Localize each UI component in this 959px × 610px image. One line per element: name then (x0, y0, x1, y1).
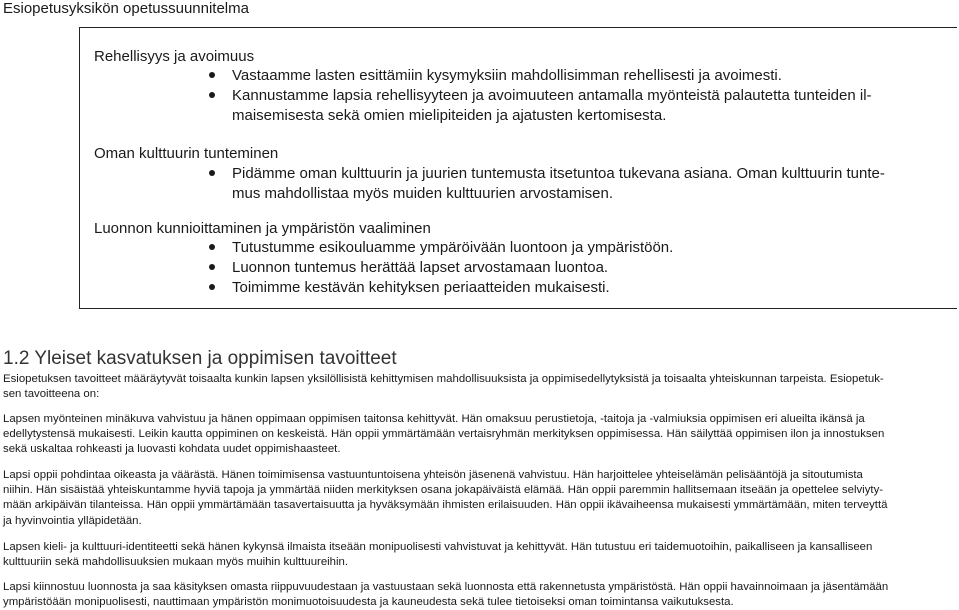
bullet-text-line: Tutustumme esikouluamme ympäröivään luontoon ja ympäristöön. (232, 239, 674, 256)
paragraph-line: Lapsen kieli- ja kulttuuri-identiteetti sekä hänen kykynsä ilmaista itseään monipuolisesti vahvistuvat ja kehittyvät. Hän tutustuu eri taidemuotoihin, paikalliseen ja kansalliseen (3, 541, 873, 553)
bullet-icon (209, 170, 215, 176)
value-bullet-item (80, 238, 940, 258)
value-bullet-list (80, 66, 940, 126)
bullet-icon (209, 284, 215, 290)
value-bullet-list (80, 238, 940, 298)
bullet-text-line: maisemisesta sekä omien mielipiteiden ja ajatusten kertomisesta. (232, 107, 667, 124)
bullet-text-line: Kannustamme lapsia rehellisyyteen ja avoimuuteen antamalla myönteistä palautetta tunteiden il- (232, 87, 872, 104)
paragraph-line: Lapsi kiinnostuu luonnosta ja saa käsityksen omasta riippuvuudestaan ja vastuustaan sekä luonnosta että rakennetusta ympäristöstä. Hän oppii havainnoimaan ja jäsentämään (3, 581, 889, 593)
paragraph-line: Lapsi oppii pohdintaa oikeasta ja väärästä. Hänen toimimisensa vastuuntuntoisena yhteisön jäsenenä vahvistuu. Hän harjoittelee yhteiselämän pelisääntöjä ja sitoutumista (3, 469, 863, 481)
paragraph-line: kulttuuriin sekä mahdollisuuksien mukaan myös muihin kulttuureihin. (3, 556, 349, 569)
bullet-icon (209, 92, 215, 98)
bullet-icon (209, 244, 215, 250)
bullet-icon (209, 72, 215, 78)
paragraph-line: sekä uskaltaa rohkeasti ja luovasti kohdata uudet oppimishaasteet. (3, 443, 341, 456)
body-paragraph (3, 412, 955, 458)
value-heading: Rehellisyys ja avoimuus (94, 48, 255, 65)
bullet-text-line: Luonnon tuntemus herättää lapset arvostamaan luontoa. (232, 259, 609, 276)
bullet-text-line: mus mahdollistaa myös muiden kulttuurien arvostamisen. (232, 185, 613, 202)
value-bullet-item (80, 278, 940, 298)
bullet-icon (209, 264, 215, 270)
section-title: 1.2 Yleiset kasvatuksen ja oppimisen tavoitteet (3, 348, 397, 369)
body-paragraph (3, 540, 955, 570)
paragraph-line: Esiopetuksen tavoitteet määräytyvät toisaalta kunkin lapsen yksilöllisistä kehittymisen mahdollisuuksista ja oppimisedellytyksistä ja toisaalta yhteiskunnan tarpeista. Esiopetuk- (3, 373, 884, 385)
paragraph-line: niihin. Hän sisäistää yhteiskuntamme hyviä tapoja ja ymmärtää niiden merkityksen osana jokapäiväistä elämää. Hän oppii paremmin hallitsemaan itseään ja opettelee selviyty- (3, 484, 884, 497)
bullet-text-line: Pidämme oman kulttuurin ja juurien tuntemusta itsetuntoa tukevana asiana. Oman kulttuurin tunte- (232, 165, 885, 182)
value-bullet-item (80, 164, 940, 204)
paragraph-line: ympäristöään monipuolisesti, nauttimaan ympäristön monimuotoisuudesta ja kauneudesta sekä tulee tietoiseksi oman toimintansa vaikutuksesta. (3, 596, 734, 609)
body-paragraph (3, 580, 955, 610)
value-heading: Luonnon kunnioittaminen ja ympäristön vaaliminen (94, 220, 431, 237)
value-heading: Oman kulttuurin tunteminen (94, 145, 279, 162)
paragraph-line: edellytystensä mukaisesti. Leikin kautta oppiminen on keskeistä. Hän oppii ymmärtämään vertaisryhmän merkityksen oppimisessa. Hän säilyttää oppimisen ilon ja innostuksen (3, 428, 885, 441)
paragraph-line: Lapsen myönteinen minäkuva vahvistuu ja hänen oppimaan oppimisen taitonsa kehittyvät. Hän omaksuu perustietoja, -taitoja ja -valmiuksia oppimisen eri alueilta ikänsä ja (3, 413, 865, 425)
value-bullet-item (80, 66, 940, 86)
bullet-text-line: Toimimme kestävän kehityksen periaatteiden mukaisesti. (232, 279, 610, 296)
values-box (79, 27, 957, 309)
paragraph-line: ja hyvinvointia ylläpidetään. (3, 514, 142, 527)
page-header-title: Esiopetusyksikön opetussuunnitelma (3, 0, 249, 17)
body-paragraph (3, 372, 955, 402)
value-bullet-list (80, 164, 940, 204)
body-paragraph (3, 468, 955, 529)
value-bullet-item (80, 86, 940, 126)
paragraph-line: sen tavoitteena on: (3, 388, 100, 401)
value-bullet-item (80, 258, 940, 278)
bullet-text-line: Vastaamme lasten esittämiin kysymyksiin mahdollisimman rehellisesti ja avoimesti. (232, 67, 782, 84)
paragraph-line: mään arkipäivän tilanteissa. Hän oppii ymmärtämään tasavertaisuutta ja hyväksymään ihmisten erilaisuuden. Hän oppii ikävaiheensa mukaisesti ymmärtämään, miten terveyttä (3, 499, 888, 512)
